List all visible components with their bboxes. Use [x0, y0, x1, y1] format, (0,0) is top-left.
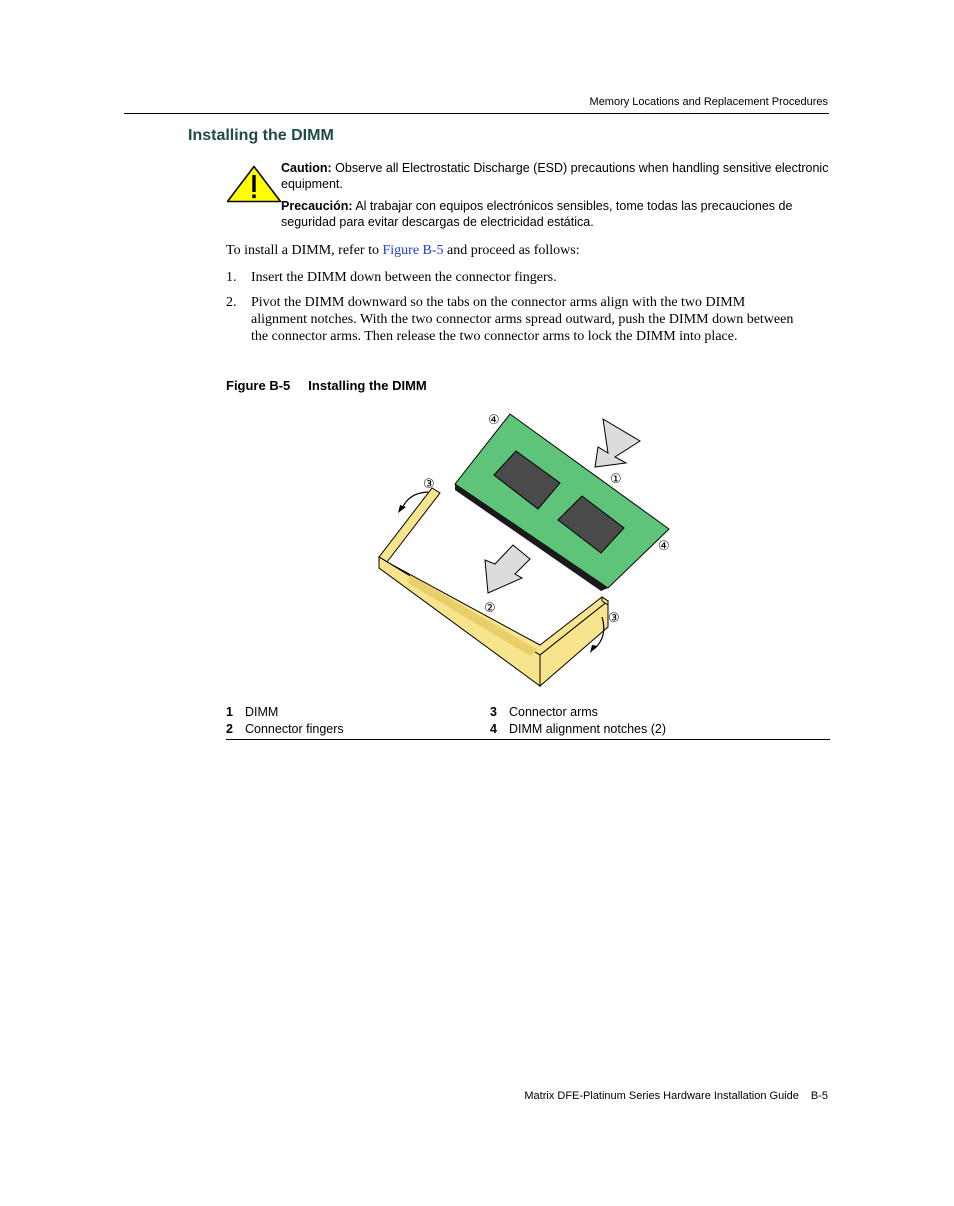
intro-after: and proceed as follows: — [443, 243, 580, 258]
callout-4-top: ④ — [488, 413, 500, 428]
dimm-installation-figure — [370, 405, 680, 690]
step-number: 1. — [226, 270, 237, 285]
pivot-down-arrow-icon — [485, 545, 530, 593]
header-rule — [124, 113, 829, 114]
figure-legend — [226, 705, 830, 739]
callout-4-right: ④ — [658, 539, 670, 554]
caution-en — [281, 160, 831, 192]
step-text: Insert the DIMM down between the connector fingers. — [251, 270, 557, 285]
legend-item: 2 Connector fingers — [226, 722, 344, 736]
section-title: Installing the DIMM — [188, 127, 334, 144]
legend-item: 3 Connector arms — [490, 705, 598, 719]
legend-row — [226, 722, 830, 739]
step-item — [226, 269, 801, 286]
step-item — [226, 294, 801, 345]
legend-rule — [226, 739, 830, 740]
callout-3-left: ③ — [423, 477, 435, 492]
caution-block — [281, 160, 831, 236]
legend-item: 1 DIMM — [226, 705, 279, 719]
connector-arm-left — [379, 488, 440, 572]
page-number: B-5 — [810, 1090, 828, 1102]
caution-text: Observe all Electrostatic Discharge (ESD) precautions when handling sensitive electronic equipment. — [281, 161, 829, 191]
callout-3-right: ③ — [608, 611, 620, 626]
caution-es — [281, 198, 831, 230]
callout-1: ① — [610, 472, 622, 487]
legend-row — [226, 705, 830, 722]
intro-paragraph — [226, 243, 580, 259]
figure-b5-link[interactable]: Figure B-5 — [382, 243, 444, 258]
figure-caption — [226, 378, 427, 393]
figure-label: Figure B-5 — [226, 378, 291, 393]
precaucion-label: Precaución: — [281, 199, 353, 213]
insert-arrow-icon — [595, 419, 640, 467]
legend-item: 4 DIMM alignment notches (2) — [490, 722, 667, 736]
caution-label: Caution: — [281, 161, 332, 175]
precaucion-text: Al trabajar con equipos electrónicos sensibles, tome todas las precauciones de seguridad para evitar descargas de electricidad estática. — [281, 199, 793, 229]
intro-before: To install a DIMM, refer to — [226, 243, 383, 258]
callout-2: ② — [484, 601, 496, 616]
figure-title: Installing the DIMM — [308, 378, 427, 393]
warning-triangle-icon — [226, 165, 282, 203]
step-number: 2. — [226, 295, 237, 310]
running-header: Memory Locations and Replacement Procedures — [589, 96, 828, 108]
step-text: Pivot the DIMM downward so the tabs on the connector arms align with the two DIMM alignment notches. With the two connector arms spread outward, push the DIMM down between the connector arms. Then release the two connector arms to lock the DIMM into place. — [251, 295, 794, 344]
running-footer — [524, 1090, 828, 1102]
guide-title: Matrix DFE-Platinum Series Hardware Installation Guide — [524, 1090, 799, 1102]
